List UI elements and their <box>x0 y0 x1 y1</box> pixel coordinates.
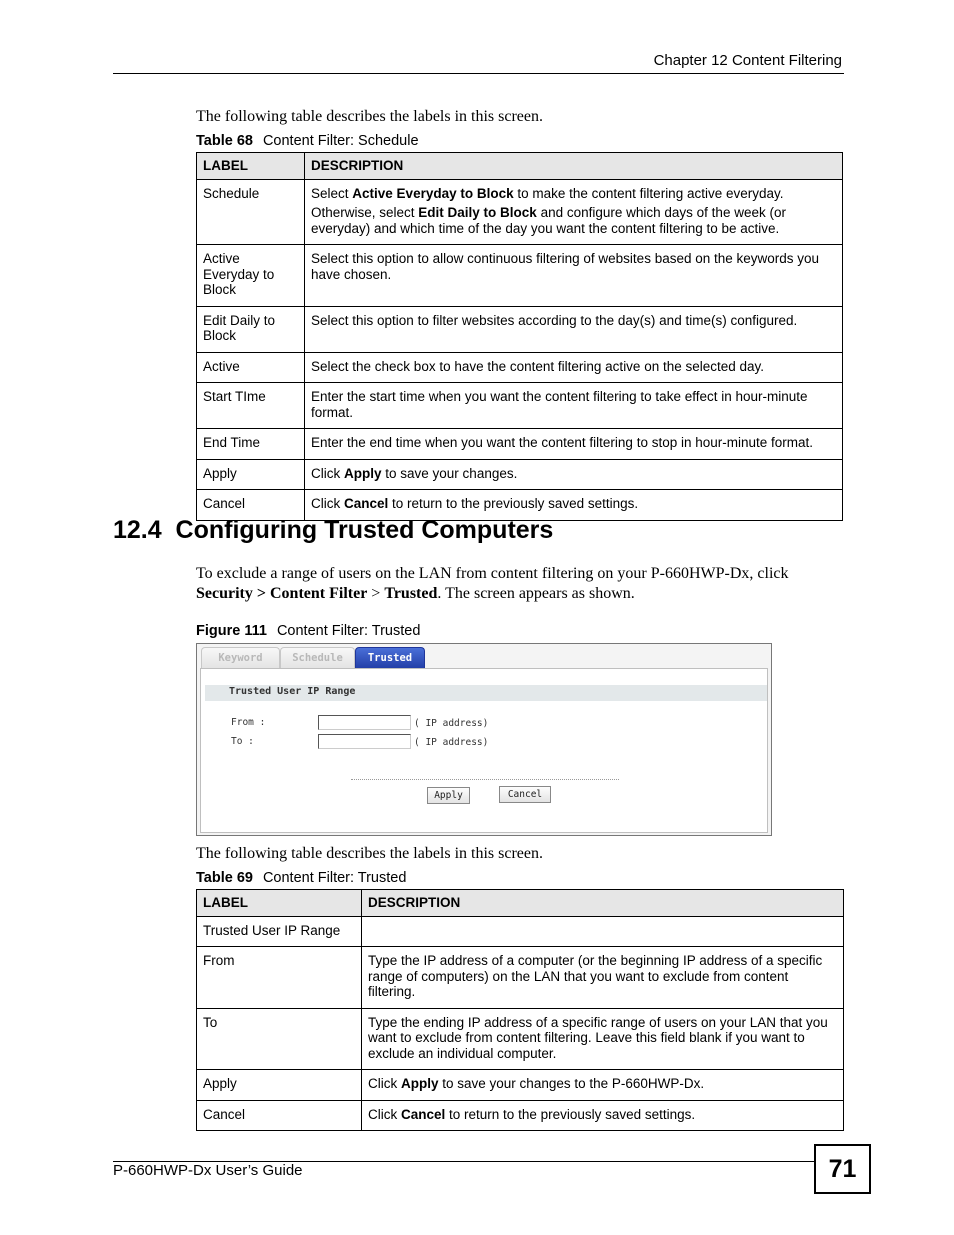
trusted-screen-figure <box>196 643 772 836</box>
figure-111-caption <box>196 623 420 639</box>
row-label: Start TIme <box>197 383 305 429</box>
row-description: Type the ending IP address of a specific range of users on your LAN that you want to exclude from content filtering. Leave this field blank if you want to exclude an individual computer. <box>362 1008 844 1070</box>
row-label: Cancel <box>197 1100 362 1131</box>
col-header-label: LABEL <box>197 890 362 917</box>
figure-111-number: Figure 111 <box>196 623 267 639</box>
table-row <box>197 1100 844 1131</box>
row-label: Active Everyday to Block <box>197 245 305 307</box>
table-row <box>197 429 843 460</box>
trusted-range-label: Trusted User IP Range <box>229 686 356 697</box>
table-row <box>197 1070 844 1101</box>
row-label: Edit Daily to Block <box>197 306 305 352</box>
row-label: End Time <box>197 429 305 460</box>
row-label: Apply <box>197 459 305 490</box>
table-header-row <box>197 153 843 180</box>
table-row <box>197 306 843 352</box>
row-description: Type the IP address of a computer (or the beginning IP address of a specific range of computers) on the LAN that you want to exclude from content filtering. <box>362 947 844 1009</box>
table-row <box>197 352 843 383</box>
row-label: From <box>197 947 362 1009</box>
running-header: Chapter 12 Content Filtering <box>653 52 842 69</box>
table-row <box>197 459 843 490</box>
from-label: From : <box>231 717 266 728</box>
col-header-label: LABEL <box>197 153 305 180</box>
table-row <box>197 947 844 1009</box>
row-description: Click Apply to save your changes. <box>305 459 843 490</box>
to-label: To : <box>231 736 254 747</box>
table-68-title: Content Filter: Schedule <box>262 133 419 149</box>
col-header-description: DESCRIPTION <box>305 153 843 180</box>
trusted-panel <box>200 668 768 833</box>
row-description: Click Cancel to return to the previously saved settings. <box>305 490 843 521</box>
table-row <box>197 383 843 429</box>
row-description: Enter the end time when you want the content filtering to stop in hour-minute format. <box>305 429 843 460</box>
header-rule <box>113 73 844 74</box>
divider <box>351 779 619 780</box>
table-row <box>197 179 843 245</box>
row-description <box>362 916 844 947</box>
col-header-description: DESCRIPTION <box>362 890 844 917</box>
intro-text-1: The following table describes the labels in this screen. <box>196 108 544 125</box>
table-69 <box>196 889 844 1131</box>
from-ip-input[interactable] <box>318 715 411 730</box>
row-description: Click Cancel to return to the previously saved settings. <box>362 1100 844 1131</box>
row-description: Click Apply to save your changes to the P-660HWP-Dx. <box>362 1070 844 1101</box>
table-row <box>197 245 843 307</box>
tab-keyword[interactable]: Keyword <box>201 647 280 668</box>
row-description: Enter the start time when you want the content filtering to take effect in hour-minute format. <box>305 383 843 429</box>
section-heading: 12.4 Configuring Trusted Computers <box>113 516 554 544</box>
row-label: To <box>197 1008 362 1070</box>
from-ip-hint: ( IP address) <box>414 718 489 729</box>
row-label: Trusted User IP Range <box>197 916 362 947</box>
intro-text-2: The following table describes the labels in this screen. <box>196 845 544 862</box>
to-ip-hint: ( IP address) <box>414 737 489 748</box>
to-ip-input[interactable] <box>318 734 411 749</box>
row-label: Active <box>197 352 305 383</box>
table-row <box>197 1008 844 1070</box>
cancel-button[interactable]: Cancel <box>499 786 551 803</box>
section-paragraph: To exclude a range of users on the LAN from content filtering on your P-660HWP-Dx, click Security > Content Filter > Trusted. The screen appears as shown. <box>196 565 789 602</box>
row-label: Apply <box>197 1070 362 1101</box>
footer-guide-title: P-660HWP-Dx User’s Guide <box>113 1162 303 1179</box>
row-description: Select this option to allow continuous filtering of websites based on the keywords you have chosen. <box>305 245 843 307</box>
row-description: Select the check box to have the content filtering active on the selected day. <box>305 352 843 383</box>
row-label: Cancel <box>197 490 305 521</box>
table-68-number: Table 68 <box>196 133 253 149</box>
apply-button[interactable]: Apply <box>427 787 470 804</box>
row-description: Select Active Everyday to Block to make the content filtering active everyday. Otherwise, select Edit Daily to Block and configure which days of the week (or everyday) and which time of the day you want the content filtering to be active. <box>305 179 843 245</box>
tab-trusted[interactable]: Trusted <box>355 647 425 668</box>
table-69-title: Content Filter: Trusted <box>262 870 407 886</box>
page-number: 71 <box>814 1144 871 1194</box>
table-69-number: Table 69 <box>196 870 253 886</box>
table-header-row <box>197 890 844 917</box>
section-band <box>205 685 767 701</box>
table-68-caption <box>196 133 419 149</box>
figure-111-title: Content Filter: Trusted <box>276 623 421 639</box>
table-row <box>197 916 844 947</box>
table-68 <box>196 152 843 521</box>
row-label: Schedule <box>197 179 305 245</box>
row-description: Select this option to filter websites according to the day(s) and time(s) configured. <box>305 306 843 352</box>
tab-schedule[interactable]: Schedule <box>280 647 355 668</box>
table-69-caption <box>196 870 406 886</box>
